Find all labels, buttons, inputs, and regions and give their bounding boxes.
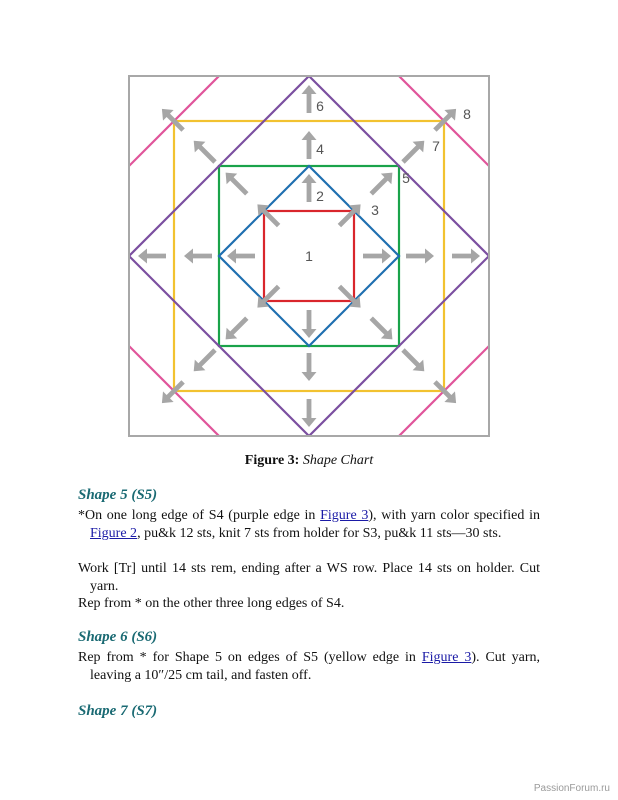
direction-arrow-icon <box>452 249 480 264</box>
link-figure-2[interactable]: Figure 2 <box>90 526 138 541</box>
direction-arrow-icon <box>370 317 393 340</box>
region-label-8: 8 <box>463 106 471 122</box>
s5-paragraph-2: Work [Tr] until 14 sts rem, ending after a WS row. Place 14 sts on holder. Cut yarn. <box>78 561 540 594</box>
direction-arrow-icon <box>302 85 317 113</box>
caption-title: Shape Chart <box>302 453 374 468</box>
direction-arrow-icon <box>370 173 393 196</box>
direction-arrow-icon <box>401 141 424 164</box>
direction-arrow-icon <box>194 141 217 164</box>
direction-arrow-icon <box>338 204 361 227</box>
s5-p1-text-b: ), with yarn color specified in <box>368 508 540 523</box>
region-label-3: 3 <box>371 202 379 218</box>
direction-arrow-icon <box>363 249 391 264</box>
s6-p1-text-b: ). Cut yarn, leaving a 10″/25 cm tail, and fasten off. <box>90 650 541 683</box>
region-label-7: 7 <box>432 138 440 154</box>
direction-arrow-icon <box>302 131 317 159</box>
region-label-5: 5 <box>402 170 410 186</box>
s6-paragraph-1 <box>78 649 540 685</box>
region-label-6: 6 <box>316 98 324 114</box>
region-label-2: 2 <box>316 188 324 204</box>
heading-shape-5: Shape 5 (S5) <box>78 487 158 503</box>
link-figure-3-second[interactable]: Figure 3 <box>421 650 472 665</box>
heading-shape-7: Shape 7 (S7) <box>78 703 158 719</box>
s5-p1-text-c: , pu&k 12 sts, knit 7 sts from holder for S3, pu&k 11 sts—30 sts. <box>137 526 502 541</box>
caption-label: Figure 3: <box>244 453 300 468</box>
link-figure-3[interactable]: Figure 3 <box>320 508 369 523</box>
s5-paragraph-3: Rep from * on the other three long edges of S4. <box>78 596 345 611</box>
direction-arrow-icon <box>194 348 217 371</box>
direction-arrow-icon <box>401 348 424 371</box>
shape-chart-figure <box>128 75 490 437</box>
s6-p1-text-a: Rep from * for Shape 5 on edges of S5 (yellow edge in <box>78 650 422 665</box>
direction-arrow-icon <box>338 285 361 308</box>
direction-arrow-icon <box>227 249 255 264</box>
watermark: PassionForum.ru <box>533 783 610 794</box>
direction-arrow-icon <box>138 249 166 264</box>
region-label-4: 4 <box>316 141 324 157</box>
direction-arrow-icon <box>184 249 212 264</box>
direction-arrow-icon <box>406 249 434 264</box>
direction-arrow-icon <box>226 317 249 340</box>
direction-arrow-icon <box>226 173 249 196</box>
s5-paragraph-1 <box>78 507 540 543</box>
s5-p1-text-a: *On one long edge of S4 (purple edge in <box>78 508 321 523</box>
direction-arrow-icon <box>302 310 317 338</box>
direction-arrow-icon <box>257 204 280 227</box>
direction-arrow-icon <box>257 285 280 308</box>
figure-caption <box>0 453 618 469</box>
region-label-1: 1 <box>305 248 313 264</box>
direction-arrow-icon <box>302 353 317 381</box>
direction-arrow-icon <box>302 174 317 202</box>
direction-arrow-icon <box>302 399 317 427</box>
heading-shape-6: Shape 6 (S6) <box>78 629 158 645</box>
